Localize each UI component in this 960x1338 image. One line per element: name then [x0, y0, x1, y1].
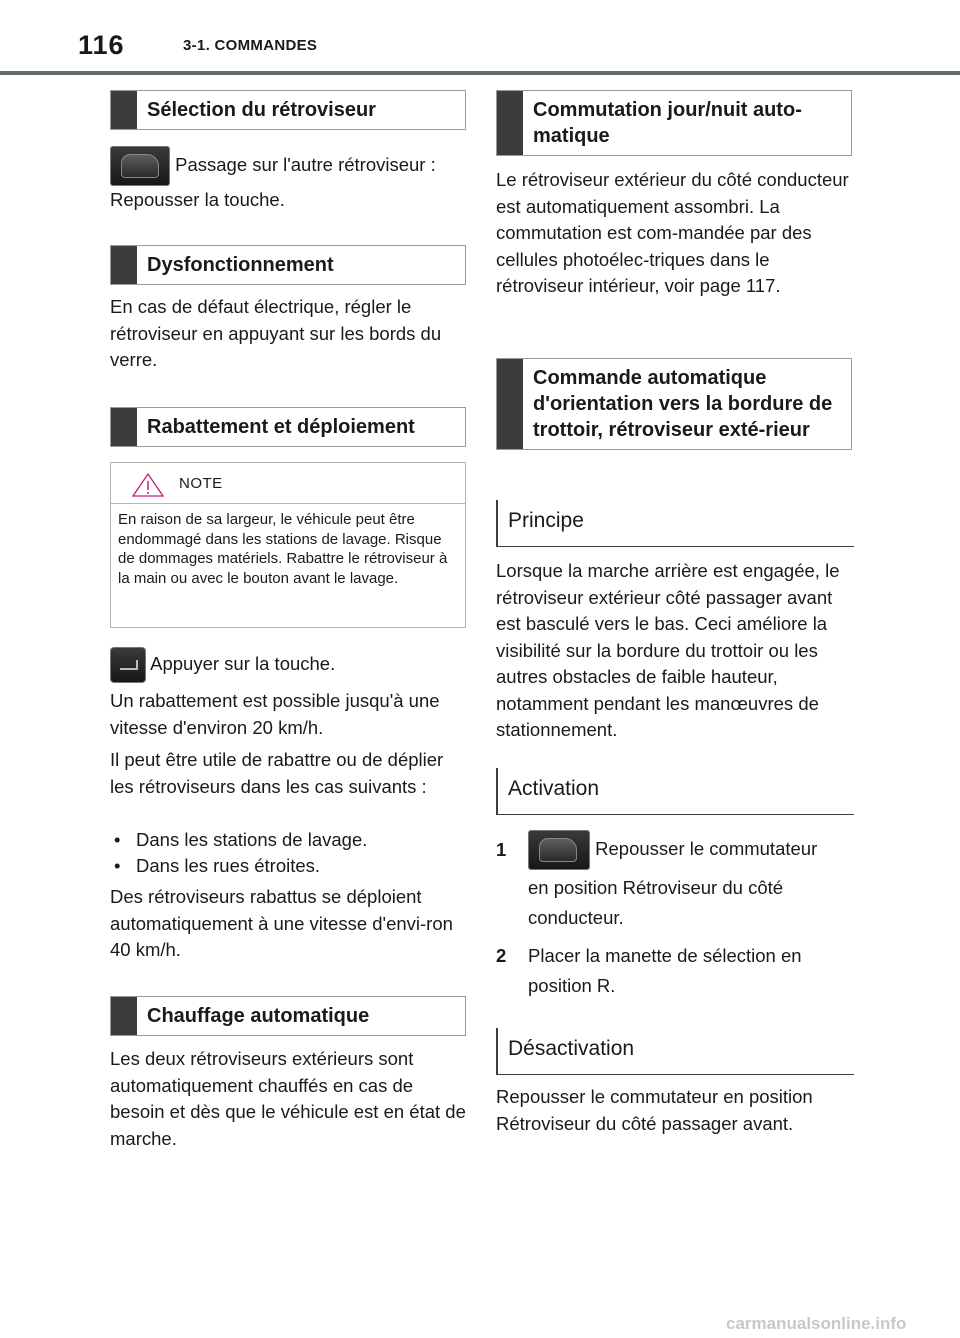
mirror-fold-icon	[110, 647, 146, 683]
fold-paragraph: Appuyer sur la touche.	[110, 646, 466, 683]
speed-text: Un rabattement est possible jusqu'à une vitesse d'environ 20 km/h.	[110, 690, 440, 738]
commutation-text: Le rétroviseur extérieur du côté conducteur est automatiquement assombri. La commutation est com-mandée par des cellules photoélec-triques dans le rétroviseur intérieur, voir page 117.	[496, 169, 849, 296]
page-number: 116	[78, 30, 125, 60]
section-heading-rabattement: Rabattement et déploiement	[110, 407, 466, 447]
selection-paragraph: Passage sur l'autre rétroviseur :	[110, 146, 466, 186]
page-header	[0, 0, 960, 76]
step-2: 2 Placer la manette de sélection en position R.	[496, 945, 802, 996]
selection-text: Repousser la touche.	[110, 189, 285, 210]
section-heading-commande: Commande automatique d'orientation vers la bordure de trottoir, rétroviseur exté-rieur	[496, 358, 852, 450]
principe-text: Lorsque la marche arrière est engagée, le rétroviseur extérieur côté passager avant est basculé vers le bas. Ceci améliore la visibilité sur la bordure du trottoir ou les autres obstacles de faible hauteur, notamment pendant les manœuvres de stationnement.	[496, 560, 840, 740]
warning-icon	[131, 472, 165, 498]
desactivation-text: Repousser le commutateur en position Rétroviseur du côté passager avant.	[496, 1086, 813, 1134]
mirror-switch-icon	[110, 146, 170, 186]
subheading-desactivation: Désactivation	[496, 1028, 854, 1075]
subheading-activation: Activation	[496, 768, 854, 815]
deploy-text: Des rétroviseurs rabattus se déploient automatiquement à une vitesse d'envi-ron 40 km/h.	[110, 886, 453, 960]
dysfonctionnement-text: En cas de défaut électrique, régler le rétroviseur en appuyant sur les bords du verre.	[110, 296, 442, 370]
note-box	[110, 462, 466, 628]
note-text: En raison de sa largeur, le véhicule peut être endommagé dans les stations de lavage. Risque de dommages matériels. Rabattre le rétroviseur à la main ou avec le bouton avant le lavage.	[118, 511, 448, 587]
chapter-title: 3-1. COMMANDES	[183, 37, 318, 54]
section-heading-dysfonctionnement: Dysfonctionnement	[110, 245, 466, 285]
step-1: 1 Repousser le commutateur en position Rétroviseur du côté conducteur.	[496, 830, 852, 940]
watermark: carmanualsonline.info	[726, 1314, 907, 1333]
section-heading-commutation: Commutation jour/nuit auto-matique	[496, 90, 852, 156]
section-heading-chauffage: Chauffage automatique	[110, 996, 466, 1036]
subheading-principe: Principe	[496, 500, 854, 547]
section-heading-selection: Sélection du rétroviseur	[110, 90, 466, 130]
mirror-switch-icon	[528, 830, 590, 870]
note-label: NOTE	[179, 475, 223, 492]
useful-text: Il peut être utile de rabattre ou de déplier les rétroviseurs dans les cas suivants :	[110, 749, 444, 797]
chauffage-text: Les deux rétroviseurs extérieurs sont automatiquement chauffés en cas de besoin et dès que le véhicule est en état de marche.	[110, 1048, 466, 1149]
header-rule	[0, 71, 960, 75]
